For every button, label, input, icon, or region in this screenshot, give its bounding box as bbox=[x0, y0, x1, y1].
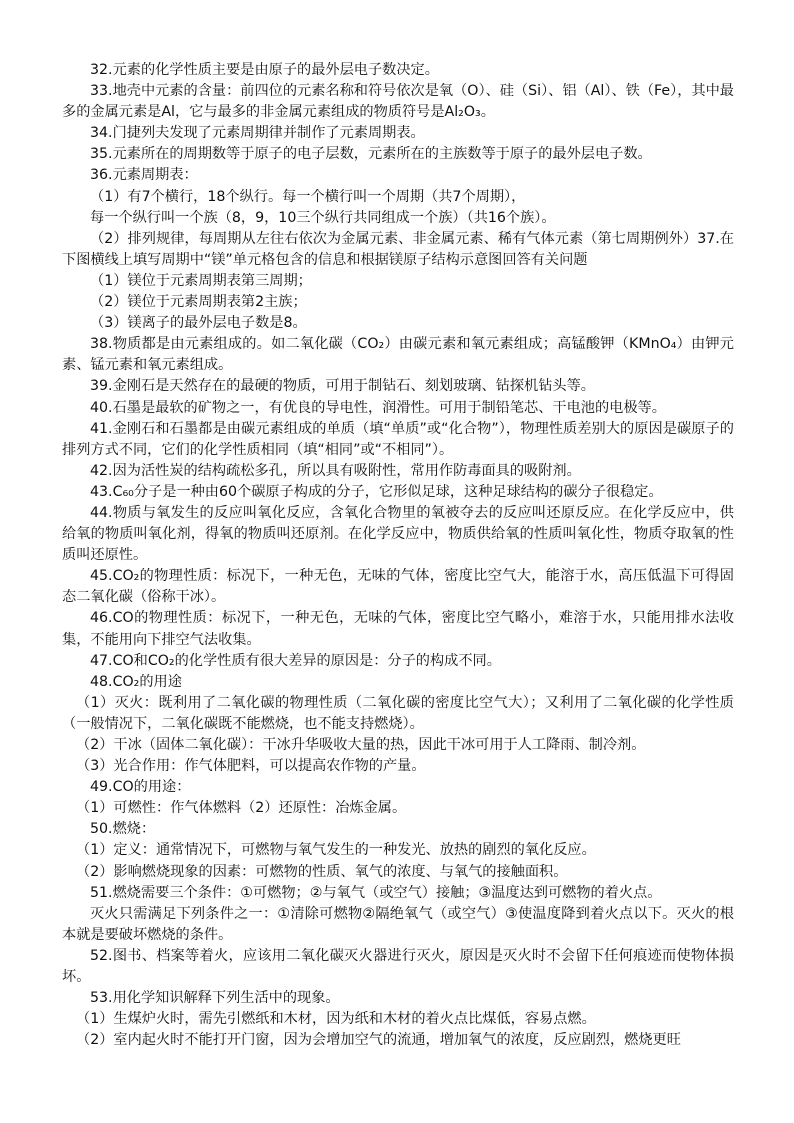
paragraph: 51.燃烧需要三个条件：①可燃物；②与氧气（或空气）接触；③温度达到可燃物的着火点。 bbox=[90, 884, 662, 901]
paragraph: 45.CO₂的物理性质：标况下，一种无色，无味的气体，密度比空气大，能溶于水，高压低温下可得固态二氧化碳（俗称干冰）。 bbox=[62, 568, 734, 606]
paragraph: 每一个纵行叫一个族（8，9，10三个纵行共同组成一个族）（共16个族）。 bbox=[90, 209, 556, 226]
paragraph: 灭火只需满足下列条件之一：①清除可燃物②隔绝氧气（或空气）③使温度降到着火点以下。灭火的根本就是要破坏燃烧的条件。 bbox=[62, 905, 734, 943]
paragraph: 41.金刚石和石墨都是由碳元素组成的单质（填“单质”或“化合物”），物理性质差别大的原因是碳原子的排列方式不同，它们的化学性质相同（填“相同”或“不相同”）。 bbox=[62, 420, 734, 458]
paragraph: 43.C₆₀分子是一种由60个碳原子构成的分子，它形似足球，这种足球结构的碳分子很稳定。 bbox=[90, 483, 663, 500]
paragraph: 40.石墨是最软的矿物之一，有优良的导电性，润滑性。可用于制铅笔芯、干电池的电极等。 bbox=[90, 399, 666, 416]
paragraph: （3）镁离子的最外层电子数是8。 bbox=[90, 315, 307, 332]
paragraph: （2）室内起火时不能打开门窗，因为会增加空气的流通，增加氧气的浓度，反应剧烈，燃烧更旺 bbox=[76, 1032, 681, 1049]
paragraph: 36.元素周期表： bbox=[90, 167, 198, 184]
paragraph: （2）干冰（固体二氧化碳）：干冰升华吸收大量的热，因此干冰可用于人工降雨、制冷剂。 bbox=[76, 737, 646, 753]
paragraph: 52.图书、档案等着火，应该用二氧化碳灭火器进行灭火，原因是灭火时不会留下任何痕迹而使物体损坏。 bbox=[62, 947, 734, 986]
paragraph: （1）定义：通常情况下，可燃物与氧气发生的一种发光、放热的剧烈的氧化反应。 bbox=[76, 842, 596, 859]
paragraph: （3）光合作用：作气体肥料，可以提高农作物的产量。 bbox=[76, 758, 426, 775]
paragraph: （2）排列规律，每周期从左往右依次为金属元素、非金属元素、稀有气体元素（第七周期例外）37.在下图横线上填写周期中“镁”单元格包含的信息和根据镁原子结构示意图回答有关问题 bbox=[62, 230, 734, 268]
paragraph: 33.地壳中元素的含量：前四位的元素名称和符号依次是氧（O）、硅（Si）、铝（Al）、铁（Fe），其中最多的金属元素是Al，它与最多的非金属元素组成的物质符号是Al₂O₃。 bbox=[62, 83, 734, 121]
paragraph: 48.CO₂的用途 bbox=[90, 673, 182, 690]
paragraph: （1）生煤炉火时，需先引燃纸和木材，因为纸和木材的着火点比煤低，容易点燃。 bbox=[76, 1011, 596, 1028]
paragraph: （1）镁位于元素周期表第三周期； bbox=[90, 272, 312, 289]
paragraph: 44.物质与氧发生的反应叫氧化反应，含氧化合物里的氧被夺去的反应叫还原反应。在化学反应中，供给氧的物质叫氧化剂，得氧的物质叫还原剂。在化学反应中，物质供给氧的性质叫氧化性，物质夺取氧的性质叫还原性。 bbox=[62, 504, 734, 564]
paragraph: 35.元素所在的周期数等于原子的电子层数，元素所在的主族数等于原子的最外层电子数。 bbox=[90, 146, 652, 163]
paragraph: （2）镁位于元素周期表第2主族； bbox=[90, 294, 307, 311]
paragraph: 34.门捷列夫发现了元素周期律并制作了元素周期表。 bbox=[90, 125, 425, 142]
document-body bbox=[62, 60, 734, 1051]
paragraph: 47.CO和CO₂的化学性质有很大差异的原因是：分子的构成不同。 bbox=[90, 652, 501, 669]
paragraph: 49.CO的用途： bbox=[90, 779, 191, 796]
paragraph: 46.CO的物理性质：标况下，一种无色，无味的气体，密度比空气略小，难溶于水，只能用排水法收集，不能用向下排空气法收集。 bbox=[62, 610, 734, 648]
paragraph: 32.元素的化学性质主要是由原子的最外层电子数决定。 bbox=[90, 62, 439, 78]
paragraph: 53.用化学知识解释下列生活中的现象。 bbox=[90, 990, 340, 1007]
paragraph: 38.物质都是由元素组成的。如二氧化碳（CO₂）由碳元素和氧元素组成；高锰酸钾（KMnO₄）由钾元素、锰元素和氧元素组成。 bbox=[62, 336, 734, 374]
paragraph: 50.燃烧： bbox=[90, 821, 156, 838]
paragraph: 39.金刚石是天然存在的最硬的物质，可用于制钻石、刻划玻璃、钻探机钻头等。 bbox=[90, 378, 595, 395]
paragraph: 42.因为活性炭的结构疏松多孔，所以具有吸附性，常用作防毒面具的吸附剂。 bbox=[90, 462, 581, 479]
paragraph: （2）影响燃烧现象的因素：可燃物的性质、氧气的浓度、与氧气的接触面积。 bbox=[76, 863, 568, 880]
paragraph: （1）可燃性：作气体燃料（2）还原性：冶炼金属。 bbox=[76, 800, 407, 817]
paragraph: （1）有7个横行，18个纵行。每一个横行叫一个周期（共7个周期）， bbox=[90, 188, 526, 205]
paragraph: （1）灭火：既利用了二氧化碳的物理性质（二氧化碳的密度比空气大）；又利用了二氧化碳的化学性质（一般情况下，二氧化碳既不能燃烧，也不能支持燃烧）。 bbox=[62, 694, 734, 732]
